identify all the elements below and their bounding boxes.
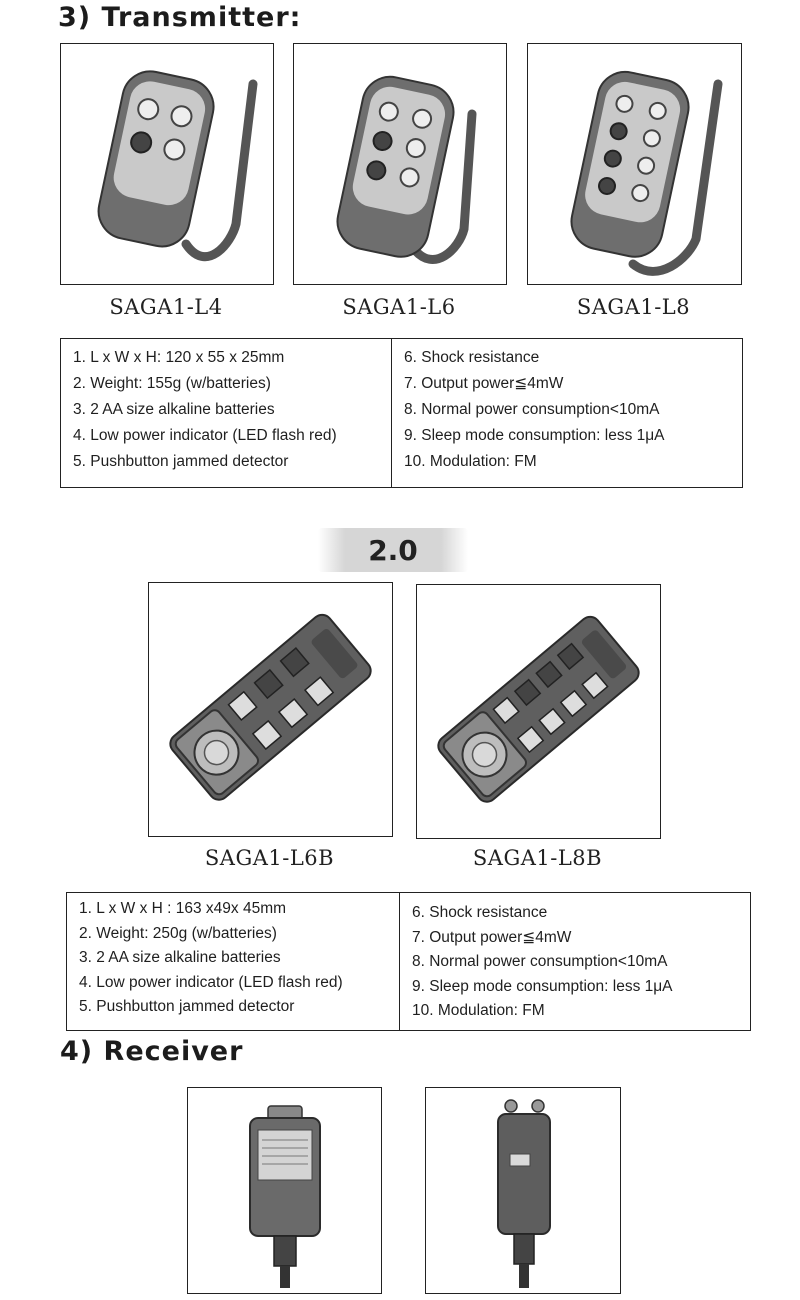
spec-item: 9. Sleep mode consumption: less 1μA [412,977,673,995]
spec-item: 10. Modulation: FM [412,1002,545,1019]
spec-item: 6. Shock resistance [412,904,548,921]
spec-item: 8. Normal power consumption<10mA [404,401,660,418]
handheld-remote-6-button-icon [294,44,506,284]
pendant-remote-8-button-icon [417,585,660,838]
pendant-remote-6-button-icon [149,583,392,836]
saga1-l8-photo [527,43,742,285]
handheld-remote-8-button-icon [528,44,741,284]
saga1-l6-caption: SAGA1-L6 [342,295,456,319]
spec-item: 3. 2 AA size alkaline batteries [73,401,275,418]
version-spec-table [66,892,751,1031]
receiver-front-photo [187,1087,382,1294]
saga1-l4-caption: SAGA1-L4 [109,295,223,319]
saga1-l8b-caption: SAGA1-L8B [472,846,603,870]
spec-item: 1. L x W x H : 163 x49x 45mm [79,900,287,917]
spec-column-left [61,339,391,487]
transmitter-spec-table [60,338,743,488]
spec-item: 7. Output power≦4mW [412,928,572,946]
handheld-remote-4-button-icon [61,44,273,284]
transmitter-section-title: 3) Transmitter: [58,2,302,33]
spec-item: 2. Weight: 155g (w/batteries) [73,375,271,392]
receiver-section-title: 4) Receiver [60,1036,244,1067]
spec-item: 10. Modulation: FM [404,453,537,470]
spec-item: 8. Normal power consumption<10mA [412,953,668,970]
spec-item: 7. Output power≦4mW [404,375,564,392]
spec-item: 6. Shock resistance [404,349,540,366]
spec-item: 4. Low power indicator (LED flash red) [79,973,343,991]
receiver-box-back-icon [426,1088,620,1293]
saga1-l8b-photo [416,584,661,839]
spec-column-right [399,893,750,1030]
spec-column-left [67,893,399,1030]
spec-item: 9. Sleep mode consumption: less 1μA [404,427,665,444]
spec-item: 2. Weight: 250g (w/batteries) [79,924,277,942]
receiver-back-photo [425,1087,621,1294]
saga1-l4-photo [60,43,274,285]
version-badge [318,528,468,572]
saga1-l8-caption: SAGA1-L8 [576,295,691,319]
receiver-box-front-icon [188,1088,381,1293]
spec-item: 5. Pushbutton jammed detector [73,453,289,470]
saga1-l6b-photo [148,582,393,837]
spec-item: 3. 2 AA size alkaline batteries [79,949,281,966]
spec-item: 5. Pushbutton jammed detector [79,998,295,1015]
spec-item: 4. Low power indicator (LED flash red) [73,427,337,444]
version-label: 2.0 [368,533,418,567]
spec-column-right [391,339,742,487]
saga1-l6-photo [293,43,507,285]
spec-item: 1. L x W x H: 120 x 55 x 25mm [73,349,285,366]
saga1-l6b-caption: SAGA1-L6B [204,846,335,870]
